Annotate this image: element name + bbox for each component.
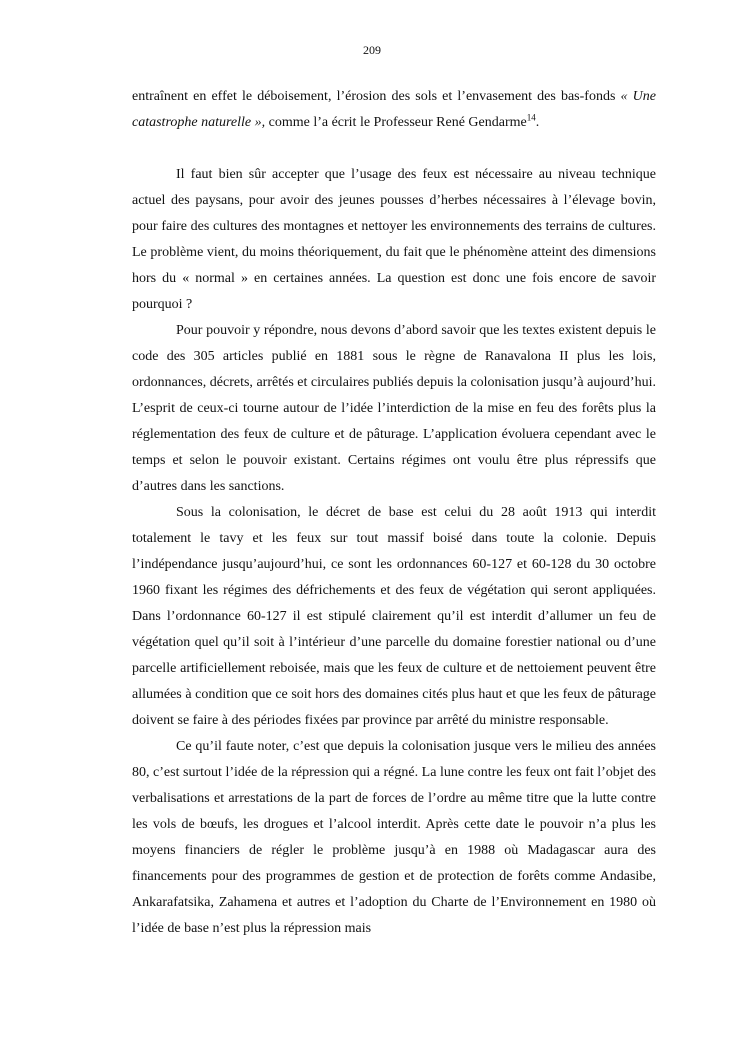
paragraph-text: .: [535, 115, 540, 130]
paragraph-textes-legislation: Pour pouvoir y répondre, nous devons d’abord savoir que les textes existent depuis le code des 305 articles publié en 1881 sous le règne de Ranavalona II plus les lois, ordonnances, décrets, arrêtés et circulaires publiés depuis la colonisation jusqu’à aujourd’hui. L’esprit de ceux-ci tourne autour de l’idée l’interdiction de la mise en feu des forêts plus la réglementation des feux de culture et de pâturage. L’application évoluera cependant avec le temps et selon le pouvoir existant. Certains régimes ont voulu être plus répressifs que d’autres dans les sanctions.: [132, 323, 656, 494]
quoted-title: « Une catastrophe naturelle »,: [132, 89, 656, 130]
paragraph-colonisation-decret: Sous la colonisation, le décret de base est celui du 28 août 1913 qui interdit totalement le tavy et les feux sur tout massif boisé dans toute la colonie. Depuis l’indépendance jusqu’aujourd’hui, ce sont les ordonnances 60-127 et 60-128 du 30 octobre 1960 fixant les régimes des défrichements et des feux de végétation qui seront appliquées. Dans l’ordonnance 60-127 il est stipulé clairement qu’il est interdit d’allumer un feu de végétation quel qu’il soit à l’intérieur d’une parcelle du domaine forestier national ou d’une parcelle artificiellement reboisée, mais que les feux de culture et de nettoiement peuvent être allumées à condition que ce soit hors des domaines cités plus haut et que les feux de pâturage doivent se faire à des périodes fixées par province par arrêté du ministre responsable.: [132, 505, 656, 728]
paragraph-text: comme l’a écrit le Professeur René Gendarme: [265, 115, 527, 130]
paragraph-repression: Ce qu’il faute noter, c’est que depuis la colonisation jusque vers le milieu des années 80, c’est surtout l’idée de la répression qui a régné. La lune contre les feux ont fait l’objet des verbalisations et arrestations de la part de forces de l’ordre au même titre que la lutte contre les vols de bœufs, les drogues et l’alcool interdit. Après cette date le pouvoir n’a plus les moyens financiers de régler le problème jusqu’à en 1988 où Madagascar aura des financements pour des programmes de gestion et de protection de forêts comme Andasibe, Ankarafatsika, Zahamena et autres et l’adoption du Charte de l’Environnement en 1980 où l’idée de base n’est plus la répression mais: [132, 739, 656, 936]
page-number: 209: [363, 43, 381, 57]
paragraph-feux-usage: Il faut bien sûr accepter que l’usage des feux est nécessaire au niveau technique actuel des paysans, pour avoir des jeunes pousses d’herbes nécessaires à l’élevage bovin, pour faire des cultures des montagnes et nettoyer les environnements des terrains de cultures. Le problème vient, du moins théoriquement, du fait que le phénomène atteint des dimensions hors du « normal » en certaines années. La question est donc une fois encore de savoir pourquoi ?: [132, 167, 656, 312]
paragraph-continuation: [132, 84, 656, 136]
footnote-reference: 14: [526, 112, 536, 123]
body-text: [132, 84, 656, 942]
paragraph-text: entraînent en effet le déboisement, l’érosion des sols et l’envasement des bas-fonds: [132, 89, 616, 104]
